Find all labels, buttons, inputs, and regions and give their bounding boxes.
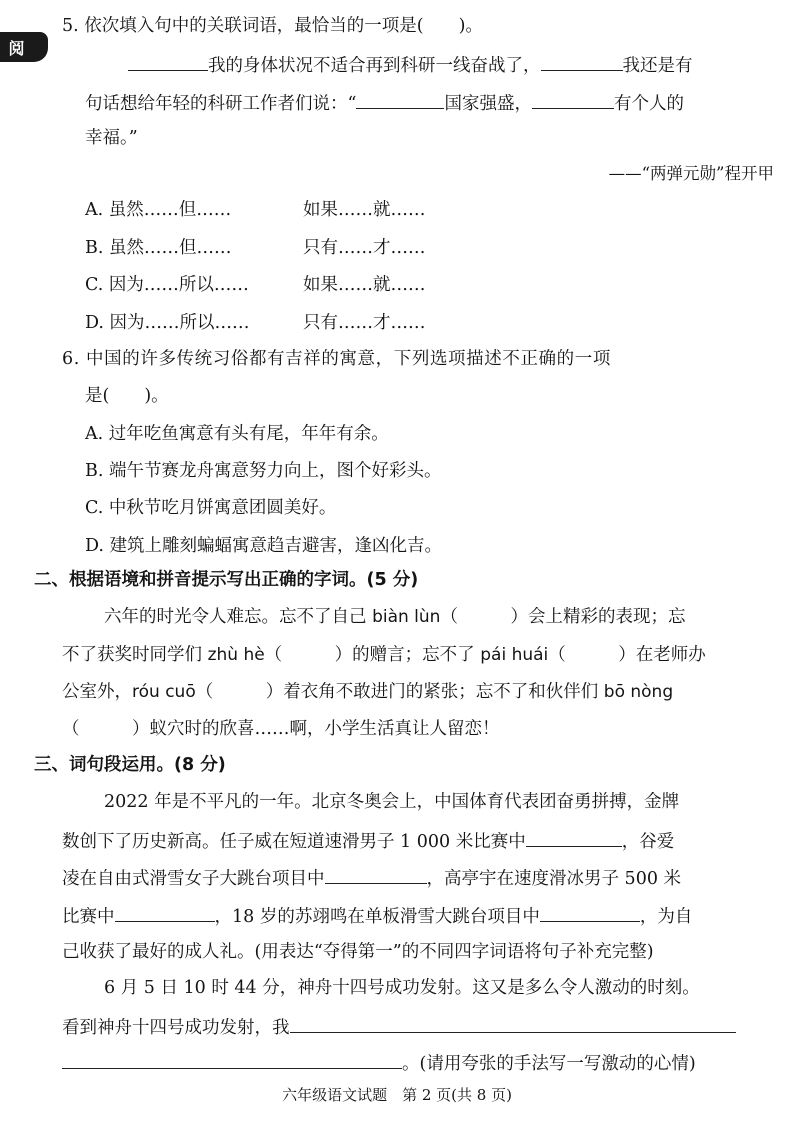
option-part: B. 虽然……但…… — [85, 238, 232, 258]
section-3-p2-line1: 6 月 5 日 10 时 44 分，神舟十四号成功发射。这又是多么令人激动的时刻。 — [104, 978, 700, 998]
reading-badge — [0, 32, 48, 62]
text: （ ）的赠言；忘不了 — [264, 645, 481, 665]
text: 我还是有 — [622, 56, 693, 76]
section-3-title: 三、词句段运用。(8 分) — [34, 755, 226, 775]
section-3-p1-line3 — [62, 865, 681, 891]
q5-option-d[interactable] — [85, 311, 426, 335]
text: 凌在自由式滑雪女子大跳台项目中 — [62, 869, 325, 889]
answer-blank[interactable] — [540, 903, 640, 922]
answer-blank[interactable] — [541, 52, 623, 71]
option-part: 只有……才…… — [303, 313, 426, 333]
answer-blank[interactable] — [532, 90, 614, 109]
section-3-p1-line2 — [62, 828, 674, 854]
text: （ ）会上精彩的表现；忘 — [440, 607, 686, 627]
answer-blank[interactable] — [128, 52, 208, 71]
q5-option-a[interactable] — [85, 198, 426, 222]
quote-source: ——“两弹元勋”程开甲 — [608, 164, 774, 183]
section-3-p1-line5: 己收获了最好的成人礼。(用表达“夺得第一”的不同四字词语将句子补充完整) — [62, 942, 654, 962]
option-part: 如果……就…… — [303, 200, 426, 220]
q5-option-b[interactable] — [85, 236, 426, 260]
answer-blank[interactable] — [526, 828, 622, 847]
text: 数创下了历史新高。任子威在短道速滑男子 1 000 米比赛中 — [62, 832, 526, 852]
section-3-p2-line2 — [62, 1014, 736, 1040]
text: 不了获奖时同学们 — [62, 645, 208, 665]
text: 我的身体状况不适合再到科研一线奋战了， — [208, 56, 541, 76]
text: ，谷爱 — [621, 832, 675, 852]
text: （ ）着衣角不敢进门的紧张；忘不了和伙伴们 — [195, 682, 604, 702]
answer-blank[interactable] — [356, 90, 444, 109]
answer-blank[interactable] — [115, 903, 215, 922]
q6-option-a[interactable]: A. 过年吃鱼寓意有头有尾，年年有余。 — [85, 424, 389, 444]
text: 比赛中 — [62, 907, 115, 927]
text: 有个人的 — [613, 94, 684, 114]
pinyin: bō nòng — [603, 682, 674, 702]
option-part: A. 虽然……但…… — [85, 200, 232, 220]
option-part: 如果……就…… — [303, 275, 426, 295]
pinyin: biàn lùn — [372, 607, 441, 627]
answer-line[interactable] — [62, 1050, 402, 1069]
section-3-p2-line3 — [62, 1050, 696, 1076]
q5-paragraph-line2 — [85, 90, 684, 116]
text: ，为自 — [639, 907, 693, 927]
q6-stem-line2: 是( )。 — [85, 386, 169, 406]
q5-paragraph-line1 — [128, 52, 693, 78]
text: ，18 岁的苏翊鸣在单板滑雪大跳台项目中 — [214, 907, 540, 927]
option-part: D. 因为……所以…… — [85, 313, 250, 333]
pinyin: pái huái — [480, 645, 549, 665]
page-footer: 六年级语文试题 第 2 页(共 8 页) — [282, 1086, 512, 1104]
text: ，高亭宇在速度滑冰男子 500 米 — [426, 869, 682, 889]
q6-stem-line1: 6. 中国的许多传统习俗都有吉祥的寓意，下列选项描述不正确的一项 — [62, 349, 611, 369]
section-2-title: 二、根据语境和拼音提示写出正确的字词。(5 分) — [34, 570, 419, 590]
section-3-p1-line4 — [62, 903, 692, 929]
section-3-p1-line1: 2022 年是不平凡的一年。北京冬奥会上，中国体育代表团奋勇拼搏，金牌 — [104, 792, 680, 812]
pinyin: zhù hè — [207, 645, 265, 665]
q5-stem: 5. 依次填入句中的关联词语，最恰当的一项是( )。 — [62, 16, 483, 36]
q6-option-d[interactable]: D. 建筑上雕刻蝙蝠寓意趋吉避害，逢凶化吉。 — [85, 536, 443, 556]
text: 公室外， — [62, 682, 132, 702]
q6-option-c[interactable]: C. 中秋节吃月饼寓意团圆美好。 — [85, 498, 337, 518]
badge-text: 阅 — [8, 38, 26, 58]
q5-option-c[interactable] — [85, 273, 426, 297]
text: 六年的时光令人难忘。忘不了自己 — [104, 607, 373, 627]
section-2-line1 — [104, 605, 685, 629]
text: 看到神舟十四号成功发射，我 — [62, 1018, 290, 1038]
section-2-line4: （ ）蚁穴时的欣喜……啊，小学生活真让人留恋！ — [62, 719, 500, 739]
section-2-line2 — [62, 643, 706, 667]
option-part: C. 因为……所以…… — [85, 275, 249, 295]
answer-line[interactable] — [290, 1014, 736, 1033]
text: （ ）在老师办 — [548, 645, 706, 665]
pinyin: róu cuō — [132, 682, 196, 702]
q5-paragraph-line3: 幸福。” — [85, 128, 138, 148]
text: 国家强盛， — [444, 94, 532, 114]
section-2-line3 — [62, 680, 673, 704]
q6-option-b[interactable]: B. 端午节赛龙舟寓意努力向上，图个好彩头。 — [85, 461, 442, 481]
answer-blank[interactable] — [325, 865, 427, 884]
option-part: 只有……才…… — [303, 238, 426, 258]
text: 。(请用夸张的手法写一写激动的心情) — [402, 1054, 696, 1074]
text: 句话想给年轻的科研工作者们说：“ — [85, 94, 357, 114]
